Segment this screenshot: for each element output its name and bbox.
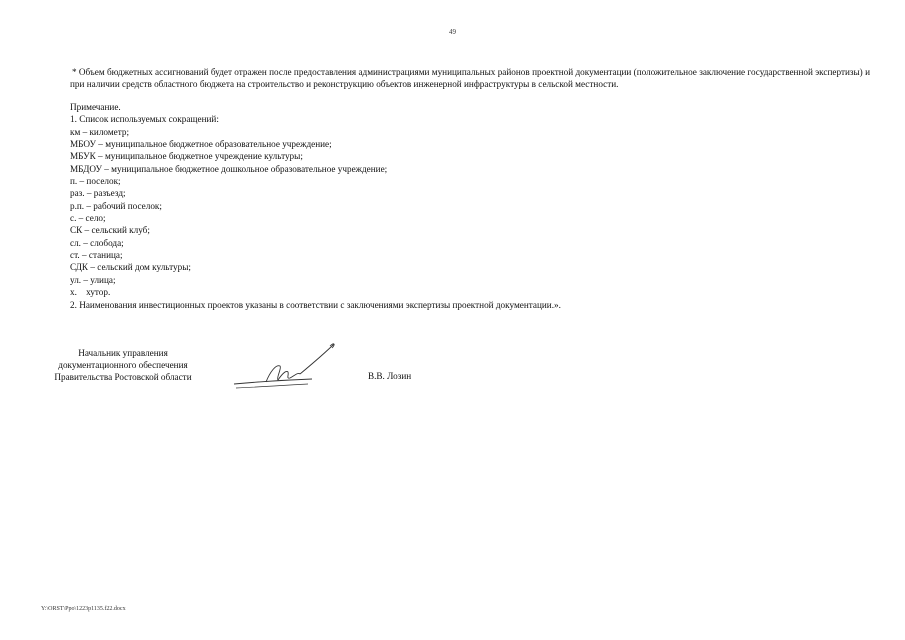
abbreviation-item: МБДОУ – муниципальное бюджетное дошкольное образовательное учреждение; [70, 163, 388, 174]
signatory-title-line: Начальник управления [78, 348, 168, 358]
signatory-title-line: Правительства Ростовской области [54, 372, 192, 382]
page-number: 49 [449, 28, 456, 36]
signatory-title-line: документационного обеспечения [58, 360, 188, 370]
abbreviation-item: х. хутор. [70, 287, 111, 298]
abbreviation-item: СДК – сельский дом культуры; [70, 262, 191, 273]
handwritten-signature [226, 338, 346, 394]
abbreviation-item: СК – сельский клуб; [70, 225, 150, 236]
notes-section [70, 101, 870, 311]
abbreviation-item: МБОУ – муниципальное бюджетное образовательное учреждение; [70, 139, 332, 150]
notes-heading: Примечание. [70, 102, 121, 112]
signatory-title-block [40, 347, 206, 383]
abbreviation-item: п. – поселок; [70, 176, 121, 187]
abbreviation-item: МБУК – муниципальное бюджетное учреждение культуры; [70, 151, 303, 162]
abbreviation-item: ул. – улица; [70, 274, 116, 285]
abbreviations-title: 1. Список используемых сокращений: [70, 114, 219, 125]
abbreviation-item: км – километр; [70, 126, 130, 137]
project-names-note: 2. Наименования инвестиционных проектов указаны в соответствии с заключениями экспертизы проектной документации.». [70, 299, 561, 310]
signatory-name: В.В. Лозин [368, 371, 412, 381]
abbreviation-item: р.п. – рабочий поселок; [70, 200, 162, 211]
abbreviation-item: ст. – станица; [70, 250, 123, 261]
budget-footnote [70, 66, 870, 90]
abbreviation-item: сл. – слобода; [70, 237, 124, 248]
abbreviation-item: раз. – разъезд; [70, 188, 126, 199]
file-path: Y:\ORST\Ppo\1223p1135.f22.docx [41, 606, 126, 612]
abbreviation-item: с. – село; [70, 213, 106, 224]
footnote-text: * Объем бюджетных ассигнований будет отражен после предоставления администрациями муниципальных районов проектной документации (положительное заключение государственной экспертизы) и при наличии средств областного бюджета на строительство и реконструкцию объектов инженерной инфраструктуры в сельской местности. [70, 67, 870, 89]
